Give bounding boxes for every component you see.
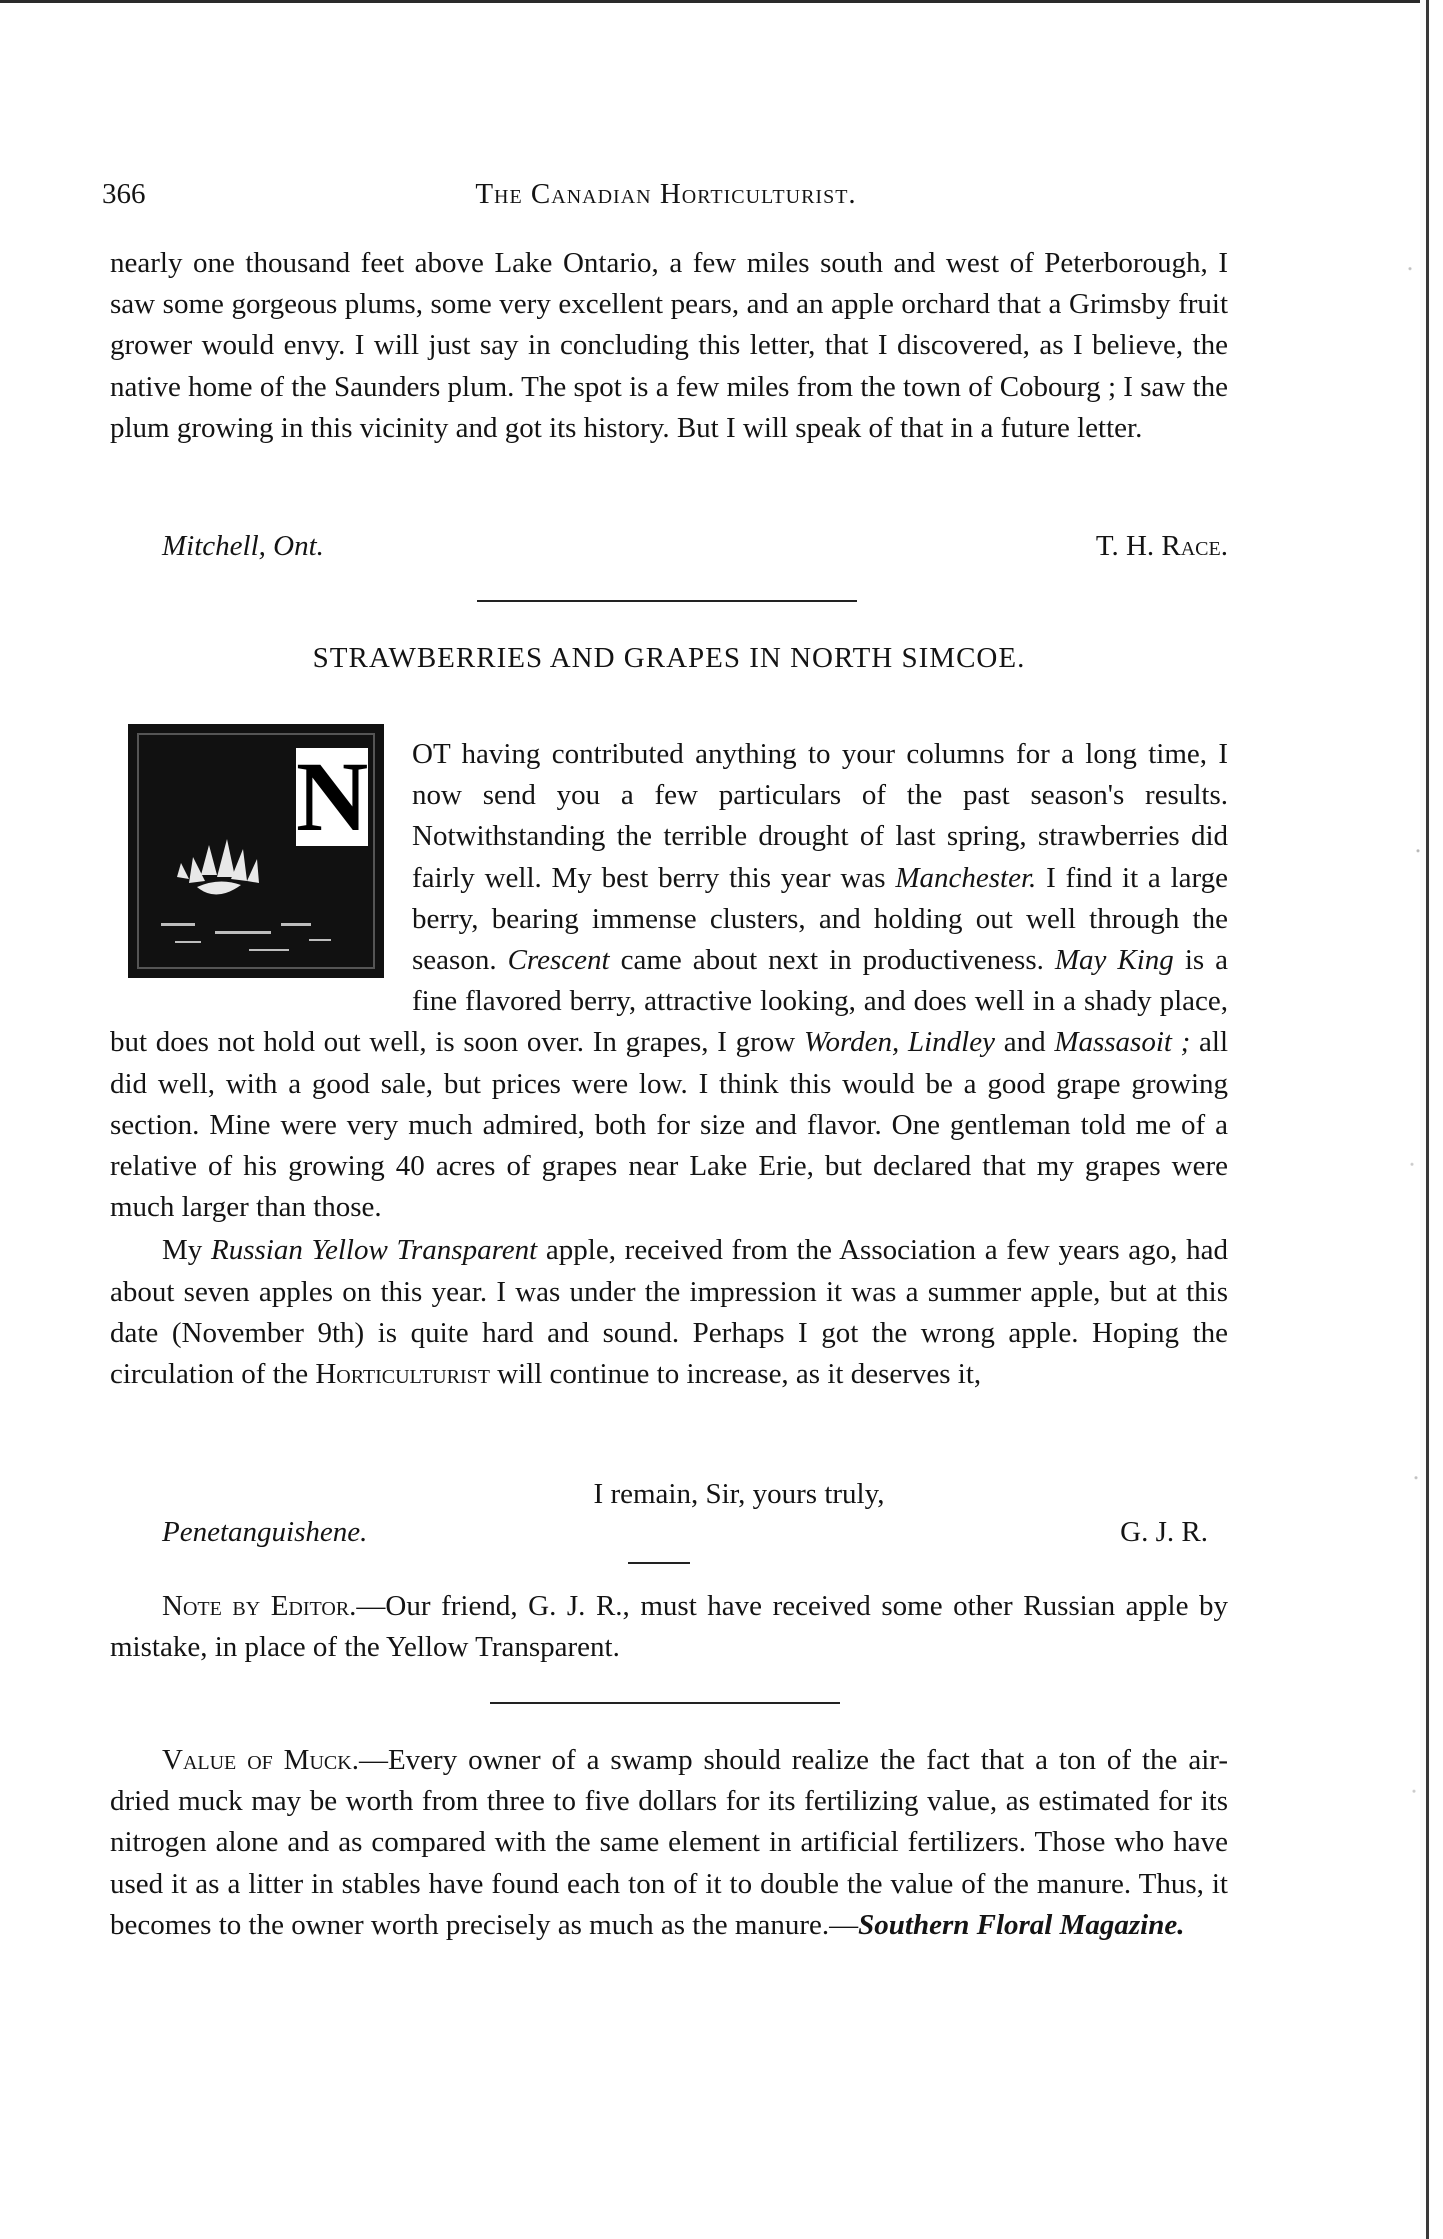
variety-massasoit: Massasoit ;: [1054, 1026, 1191, 1059]
editor-note-paragraph: [110, 1586, 1228, 1668]
variety-worden: Worden,: [803, 1026, 900, 1059]
article-signature-row: [110, 1516, 1228, 1558]
short-divider: [628, 1562, 690, 1564]
muck-label: Value of Muck.: [162, 1744, 359, 1776]
magazine-name: Horticulturist: [315, 1358, 490, 1391]
letter-continuation: [110, 243, 1228, 449]
article-closing: [110, 1474, 1228, 1515]
text-run: apple, received from the Association a few years ago, had about seven apples on this year. I was under the impression it was a summer apple, but at this date (November 9th) is quite hard and sound. Perhaps I got the wrong apple. Hoping the circulation of the: [110, 1234, 1228, 1391]
letter-paragraph: nearly one thousand feet above Lake Ontario, a few miles south and west of Peterborough, I saw some gorgeous plums, some very excellent pears, and an apple orchard that a Grimsby fruit grower would envy. I will just say in concluding this letter, that I discovered, as I believe, the native home of the Saunders plum. The spot is a few miles from the town of Cobourg ; I saw the plum growing in this vicinity and got its history. But I will speak of that in a future letter.: [110, 247, 1228, 444]
variety-lindley: Lindley: [908, 1026, 995, 1059]
editor-note-text: —Our friend, G. J. R., must have received some other Russian apple by mistake, in place of the Yellow Transparent.: [110, 1590, 1229, 1664]
text-run: My: [162, 1234, 203, 1267]
variety-manchester: Manchester.: [895, 861, 1037, 894]
page-header: [102, 178, 1230, 218]
text-run: came about next in productiveness.: [620, 944, 1044, 977]
muck-source: Southern Floral Magazine.: [858, 1908, 1185, 1941]
variety-crescent: Crescent: [507, 944, 610, 977]
text-run: OT having contributed anything to your columns for a long time, I now send you a few particulars of the past season's results. Notwithstanding the terrible drought of last spring, strawberries did fairly well. My best berry this year was: [412, 738, 1228, 894]
section-divider: [477, 600, 857, 602]
letter-signature-row: [110, 530, 1228, 572]
drop-cap-spacer: [110, 734, 412, 1010]
editor-note-label: Note by Editor.: [162, 1590, 357, 1622]
text-run: is a fine flavored berry, attractive looking, and does well in a shady place, but does not hold out well, is soon over. In grapes, I grow: [110, 944, 1229, 1059]
variety-may-king: May King: [1054, 944, 1174, 977]
variety-russian-yellow: Russian Yellow Transparent: [210, 1234, 538, 1267]
editor-note: [110, 1586, 1228, 1668]
drop-cap-letter: N: [293, 745, 371, 849]
page-number: 366: [102, 178, 146, 210]
text-run: I find it a large berry, bearing immense clusters, and holding out well through the season.: [412, 861, 1229, 977]
letter-place: Mitchell, Ont.: [162, 530, 324, 562]
article-place: Penetanguishene.: [162, 1516, 368, 1548]
muck-article: [110, 1740, 1228, 1946]
muck-text: —Every owner of a swamp should realize the fact that a ton of the air-dried muck may be worth from three to five dollars for its fertilizing value, as estimated for its nitrogen alone and as compared with the same element in artificial fertilizers. Those who have used it as a litter in stables have found each ton of it to double the value of the manure. Thus, it becomes to the owner worth precisely as much as the manure.—: [110, 1744, 1228, 1941]
text-run: all did well, with a good sale, but prices were low. I think this would be a good grape growing section. Mine were very much admired, both for size and flavor. One gentleman told me of a relative of his growing 40 acres of grapes near Lake Erie, but declared that my grapes were much larger than those.: [110, 1026, 1229, 1224]
top-border-rule: [0, 0, 1420, 3]
muck-paragraph: [110, 1740, 1228, 1946]
scan-right-edge: [1426, 0, 1429, 2239]
article-body: [110, 734, 1228, 1395]
text-run: will continue to increase, as it deserves it,: [497, 1358, 982, 1391]
article-paragraph-2: [110, 1230, 1228, 1395]
running-head: The Canadian Horticulturist.: [475, 178, 857, 210]
closing-line: I remain, Sir, yours truly,: [593, 1478, 885, 1510]
article-title: STRAWBERRIES AND GRAPES IN NORTH SIMCOE.: [312, 642, 1026, 674]
text-run: and: [1003, 1026, 1046, 1059]
section-divider-2: [490, 1702, 840, 1704]
article-signature: G. J. R.: [1120, 1516, 1208, 1548]
scan-edge-speckle: [1404, 0, 1424, 2239]
letter-signature: T. H. Race.: [1095, 530, 1228, 562]
